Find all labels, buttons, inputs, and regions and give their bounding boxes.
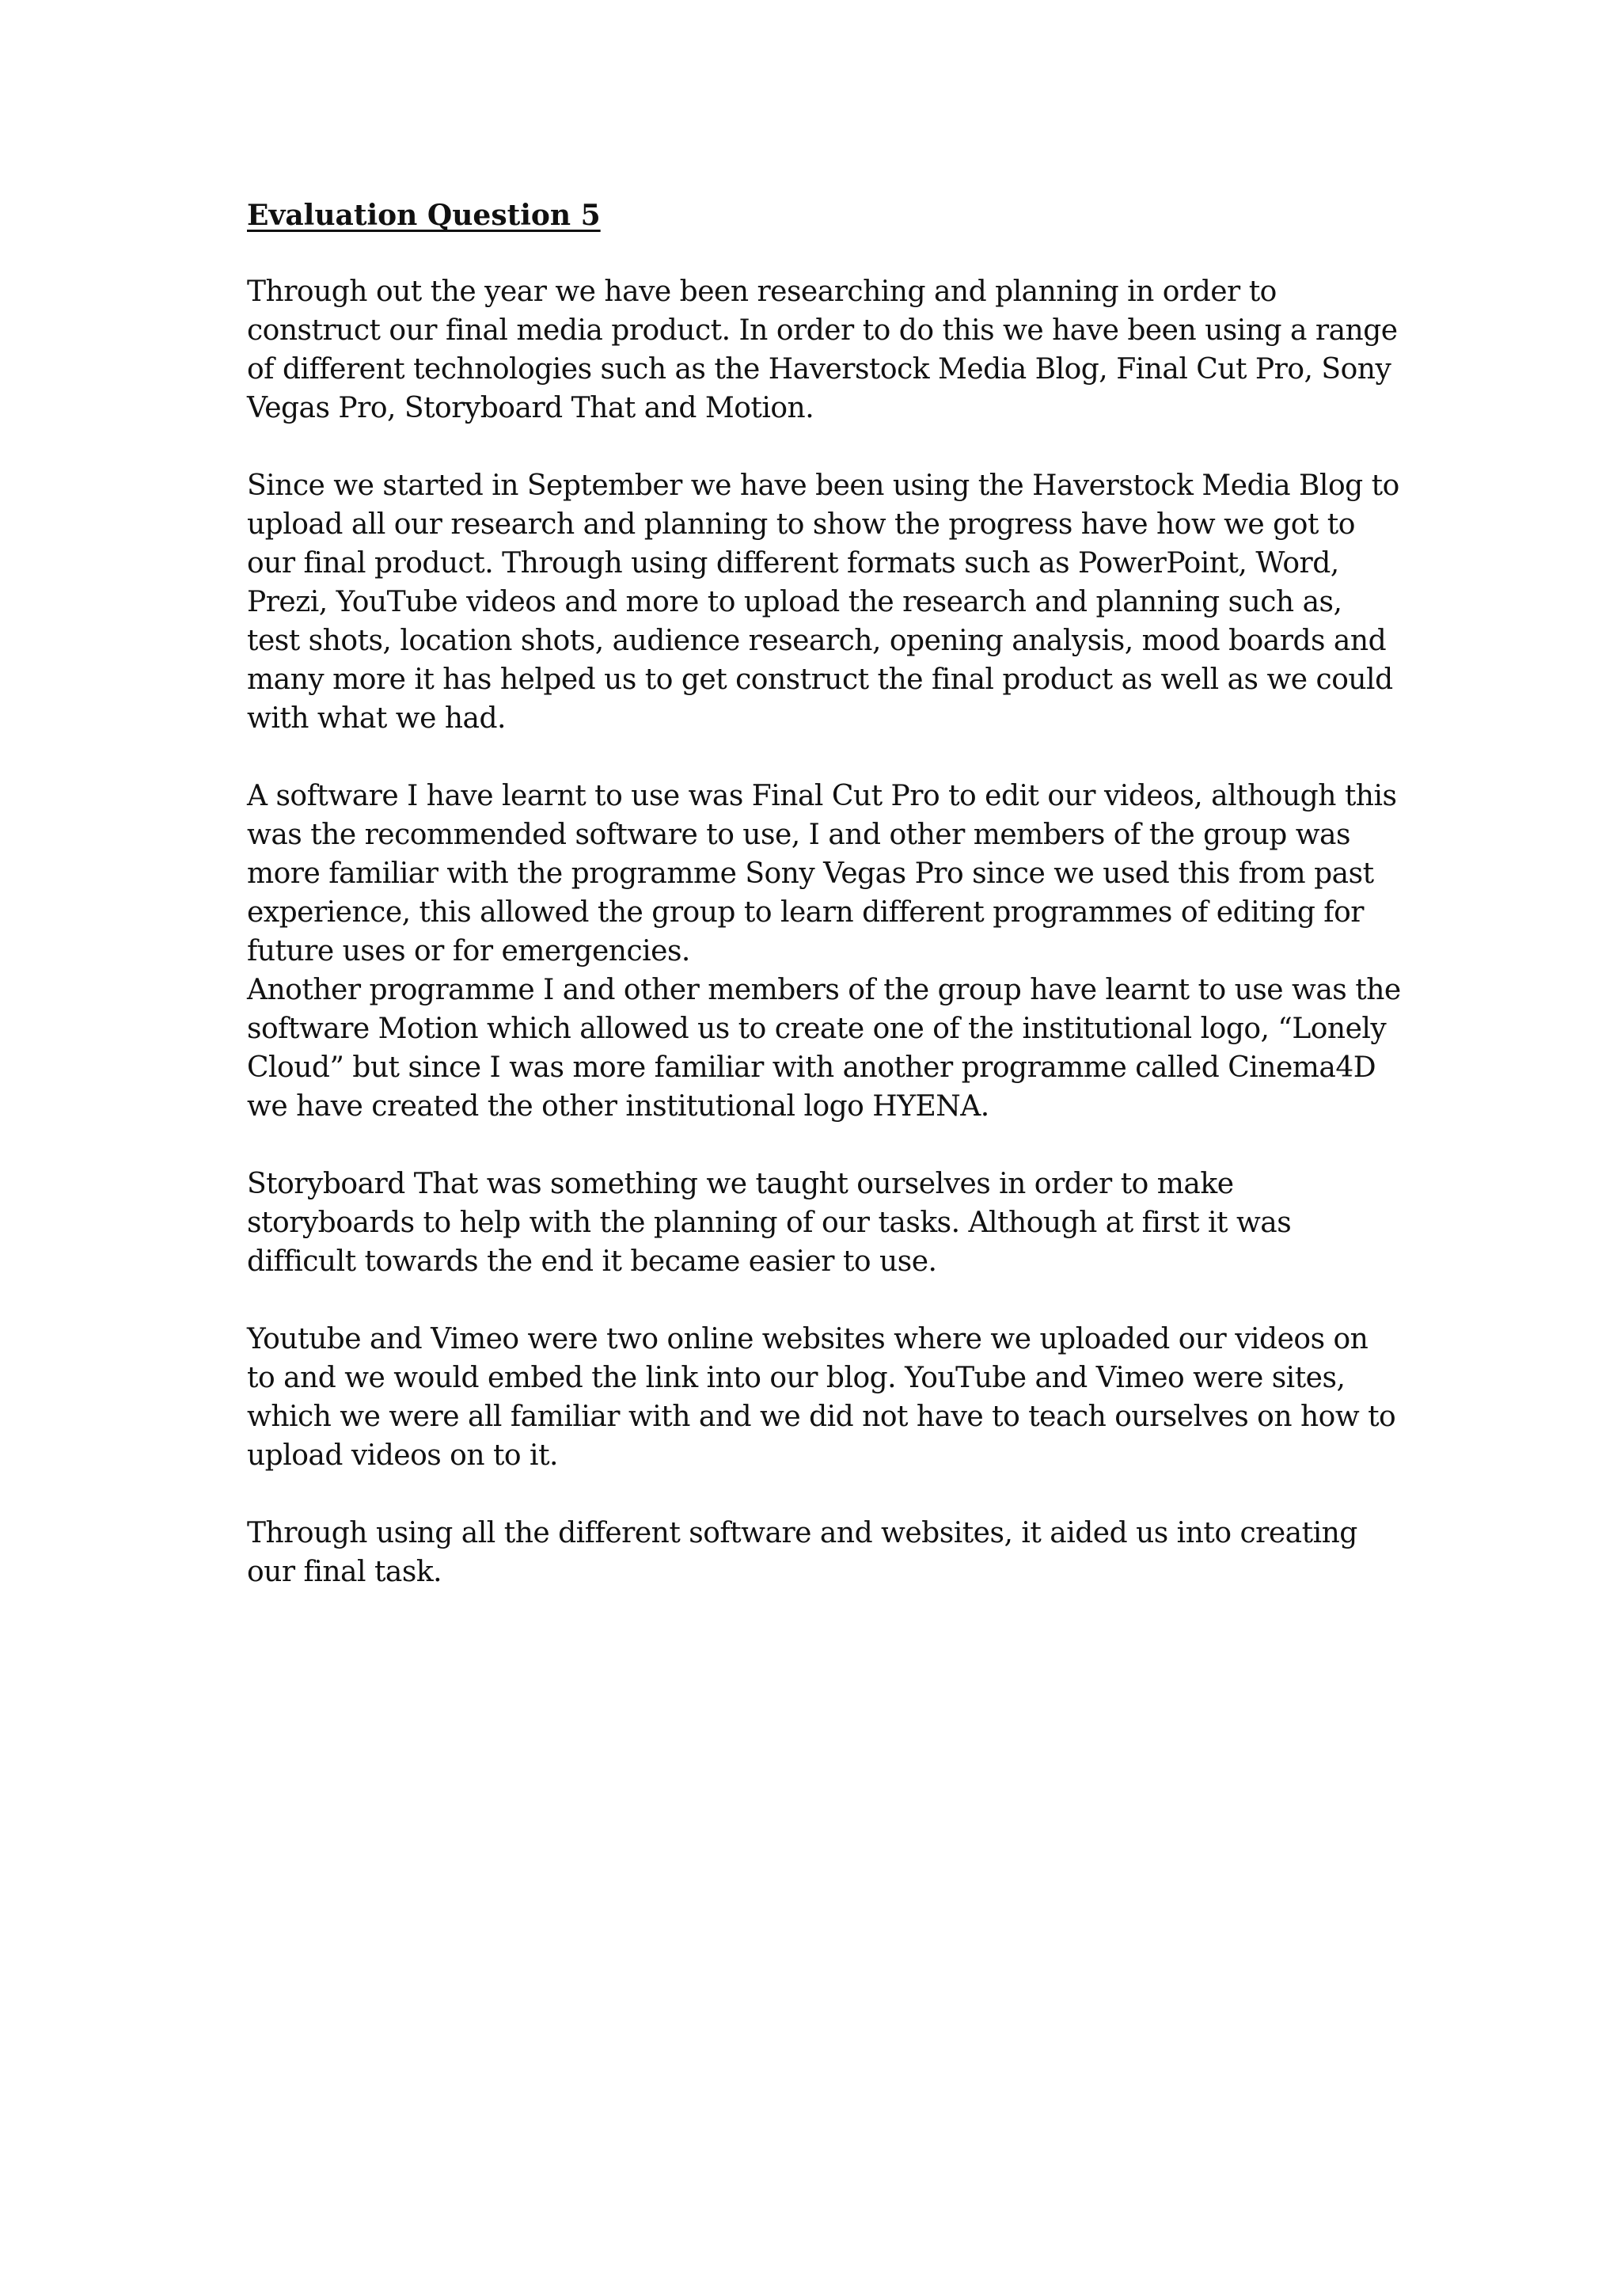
paragraph-final-cut-pro: A software I have learnt to use was Final Cut Pro to edit our videos, although this was the recommended software to use, I and other members of the group was more familiar with the programme Sony Vegas Pro since we used this from past experience, this allowed the group to learn different programmes of editing for future uses or for emergencies.	[247, 780, 1397, 967]
paragraph-motion: Another programme I and other members of the group have learnt to use was the software Motion which allowed us to create one of the institutional logo, “Lonely Cloud” but since I was more familiar with another programme called Cinema4D we have created the other institutional logo HYENA.	[247, 974, 1401, 1123]
paragraph-conclusion: Through using all the different software and websites, it aided us into creating our final task.	[247, 1517, 1357, 1588]
document-body	[247, 196, 1403, 1591]
paragraph-youtube-vimeo: Youtube and Vimeo were two online websites where we uploaded our videos on to and we would embed the link into our blog. YouTube and Vimeo were sites, which we were all familiar with and we did not have to teach ourselves on how to upload videos on to it.	[247, 1323, 1396, 1472]
document-title: Evaluation Question 5	[247, 199, 601, 232]
paragraph-intro: Through out the year we have been researching and planning in order to construct our final media product. In order to do this we have been using a range of different technologies such as the Haverstock Media Blog, Final Cut Pro, Sony Vegas Pro, Storyboard That and Motion.	[247, 276, 1398, 424]
paragraph-storyboard-that: Storyboard That was something we taught ourselves in order to make storyboards to help with the planning of our tasks. Although at first it was difficult towards the end it became easier to use.	[247, 1168, 1292, 1278]
paragraph-media-blog: Since we started in September we have been using the Haverstock Media Blog to upload all our research and planning to show the progress have how we got to our final product. Through using different formats such as PowerPoint, Word, Prezi, YouTube videos and more to upload the research and planning such as, test shots, location shots, audience research, opening analysis, mood boards and many more it has helped us to get construct the final product as well as we could with what we had.	[247, 469, 1399, 735]
